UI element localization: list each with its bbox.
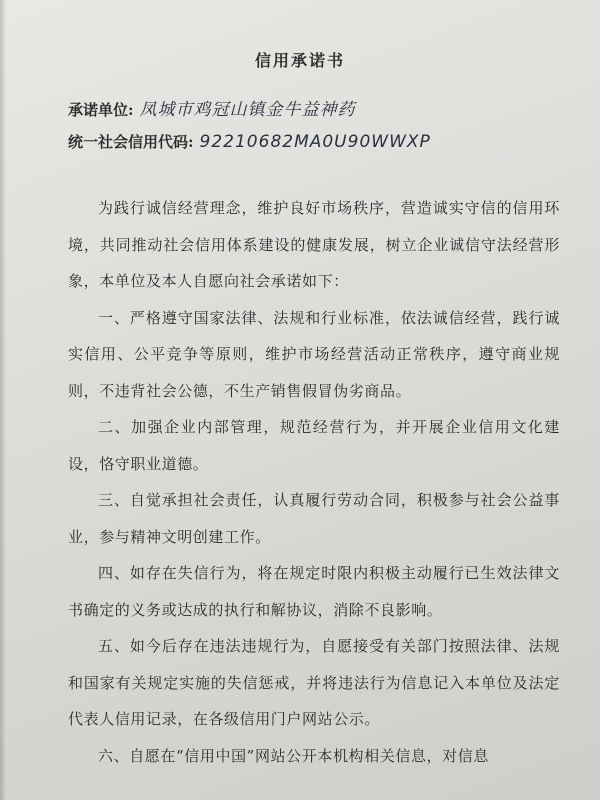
page-edge-shadow: [0, 0, 6, 800]
clause-4: 四、如存在失信行为，将在规定时限内积极主动履行已生效法律文书确定的义务或达成的执行和解协议，消除不良影响。: [68, 564, 560, 619]
credit-code-field: [68, 131, 431, 152]
clause-5: 五、如今后存在违法违规行为，自愿接受有关部门按照法律、法规和国家有关规定实施的失信惩戒，并将违法行为信息记入本单位及法定代表人信用记录，在各级信用门户网站公示。: [68, 637, 560, 728]
document-body: [68, 190, 560, 774]
clause-1: 一、严格遵守国家法律、法规和行业标准，依法诚信经营，践行诚实信用、公平竞争等原则，维护市场经营活动正常秩序，遵守商业规则，不违背社会公德，不生产销售假冒伪劣商品。: [68, 308, 560, 400]
unit-handwritten-value: 凤城市鸡冠山镇金牛益神药: [139, 100, 356, 120]
unit-label: 承诺单位:: [68, 101, 134, 119]
unit-field: [68, 95, 356, 120]
clause-6: 六、自愿在“信用中国”网站公开本机构相关信息，对信息: [98, 746, 489, 765]
document-title: 信用承诺书: [254, 51, 345, 70]
credit-code-handwritten-value: 92210682MA0U90WWXP: [199, 132, 431, 152]
intro-paragraph: 为践行诚信经营理念，维护良好市场秩序，营造诚实守信的信用环境，共同推动社会信用体系建设的健康发展，树立企业诚信守法经营形象，本单位及本人自愿向社会承诺如下：: [68, 199, 560, 290]
clause-2: 二、加强企业内部管理，规范经营行为，并开展企业信用文化建设，恪守职业道德。: [68, 418, 560, 473]
credit-code-label: 统一社会信用代码:: [68, 133, 194, 151]
clause-3: 三、自觉承担社会责任，认真履行劳动合同，积极参与社会公益事业，参与精神文明创建工作。: [68, 491, 560, 546]
